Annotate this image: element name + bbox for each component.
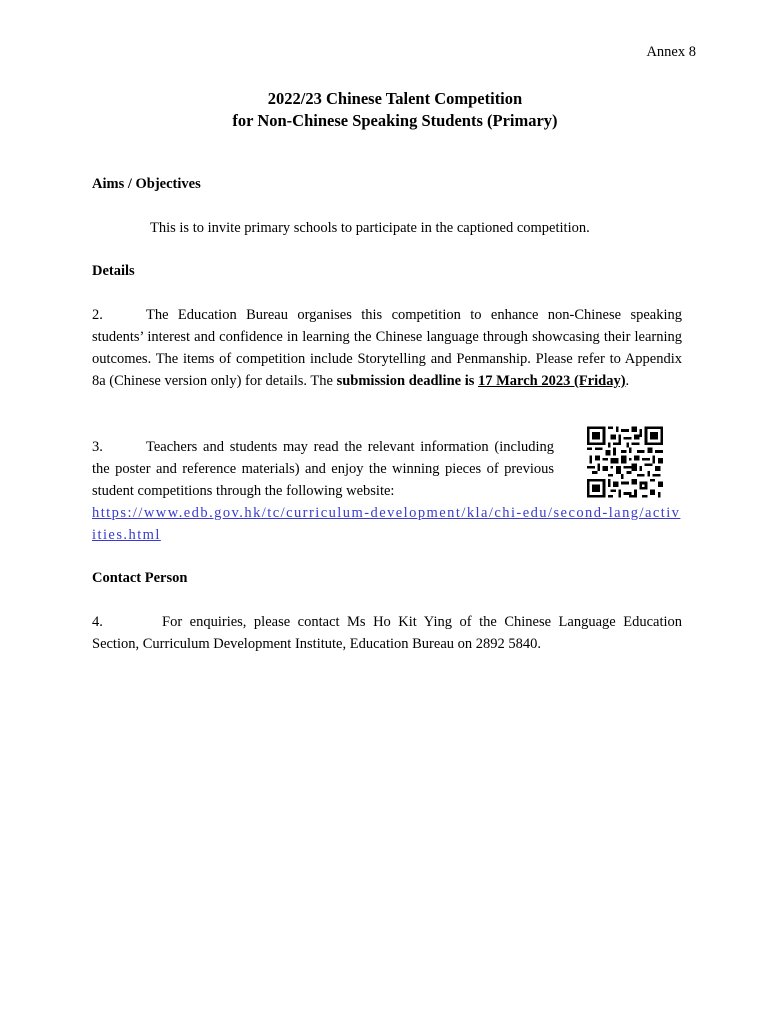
paragraph-4-text: For enquiries, please contact Ms Ho Kit Ying of the Chinese Language Education Section, Curriculum Development Institute, Education Bureau on 2892 5840. (92, 614, 682, 652)
submission-deadline-date: 17 March 2023 (Friday) (478, 373, 626, 389)
paragraph-3-number: 3. (92, 439, 103, 455)
annex-label: Annex 8 (646, 44, 696, 60)
details-heading: Details (92, 263, 135, 279)
paragraph-3 (92, 436, 554, 502)
aims-text: This is to invite primary schools to participate in the captioned competition. (150, 220, 590, 236)
paragraph-4-number: 4. (92, 614, 103, 630)
aims-heading: Aims / Objectives (92, 176, 201, 192)
paragraph-2-number: 2. (92, 307, 103, 323)
title-line-1: 2022/23 Chinese Talent Competition (267, 89, 523, 108)
paragraph-4 (92, 611, 682, 655)
document-title (0, 88, 770, 132)
submission-deadline-label: submission deadline is (336, 373, 478, 389)
paragraph-3-text: Teachers and students may read the relevant information (including the poster and reference materials) and enjoy the winning pieces of previous student competitions through the following website: (92, 439, 554, 499)
qr-code-icon (587, 426, 663, 498)
paragraph-2 (92, 304, 682, 392)
paragraph-2-text: The Education Bureau organises this competition to enhance non-Chinese speaking students’ interest and confidence in learning the Chinese language through showcasing their learning outcomes. The items of competition include Storytelling and Penmanship. Please refer to Appendix 8a (Chinese version only) for details. The (92, 307, 682, 389)
contact-heading: Contact Person (92, 570, 188, 586)
paragraph-2-end: . (625, 373, 630, 389)
website-link[interactable]: https://www.edb.gov.hk/tc/curriculum-development/kla/chi-edu/second-lang/activities.html (92, 505, 681, 543)
title-line-2: for Non-Chinese Speaking Students (Primary) (232, 111, 558, 130)
